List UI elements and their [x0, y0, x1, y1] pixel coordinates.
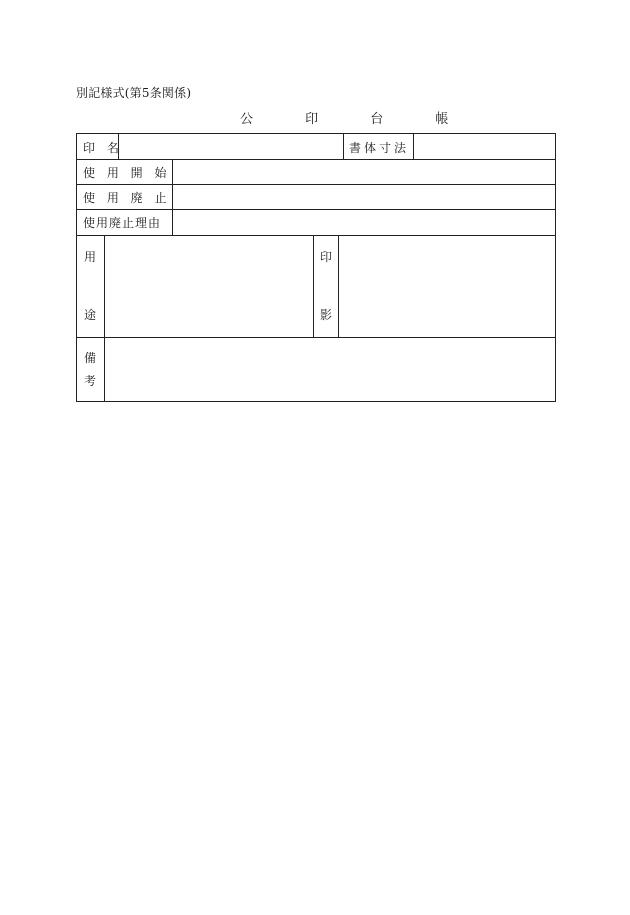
column-divider [343, 134, 344, 159]
remarks-label-top: 備 [84, 351, 97, 365]
seal-name-cell[interactable] [119, 134, 343, 159]
end-reason-label: 使用廃止理由 [83, 216, 162, 230]
impression-label-top: 印 [320, 250, 333, 264]
purpose-label-bottom: 途 [84, 308, 97, 322]
purpose-label-top: 用 [84, 250, 97, 264]
remarks-cell[interactable] [105, 338, 555, 401]
use-start-label: 使 用 開 始 [83, 166, 171, 180]
column-divider [313, 235, 314, 337]
impression-label-bottom: 影 [320, 308, 333, 322]
purpose-cell[interactable] [105, 236, 313, 337]
dimensions-cell[interactable] [414, 134, 555, 159]
page-title: 公 印 台 帳 [240, 112, 473, 127]
seal-ledger-table [76, 133, 556, 402]
use-end-cell[interactable] [173, 185, 555, 209]
end-reason-cell[interactable] [173, 210, 555, 235]
seal-name-label: 印 名 [83, 141, 123, 155]
use-end-label: 使 用 廃 止 [83, 191, 171, 205]
impression-cell[interactable] [339, 236, 555, 337]
use-start-cell[interactable] [173, 160, 555, 184]
dimensions-label: 書体寸法 [349, 141, 410, 155]
remarks-label-bottom: 考 [84, 374, 97, 388]
form-note: 別記様式(第5条関係) [76, 86, 192, 100]
